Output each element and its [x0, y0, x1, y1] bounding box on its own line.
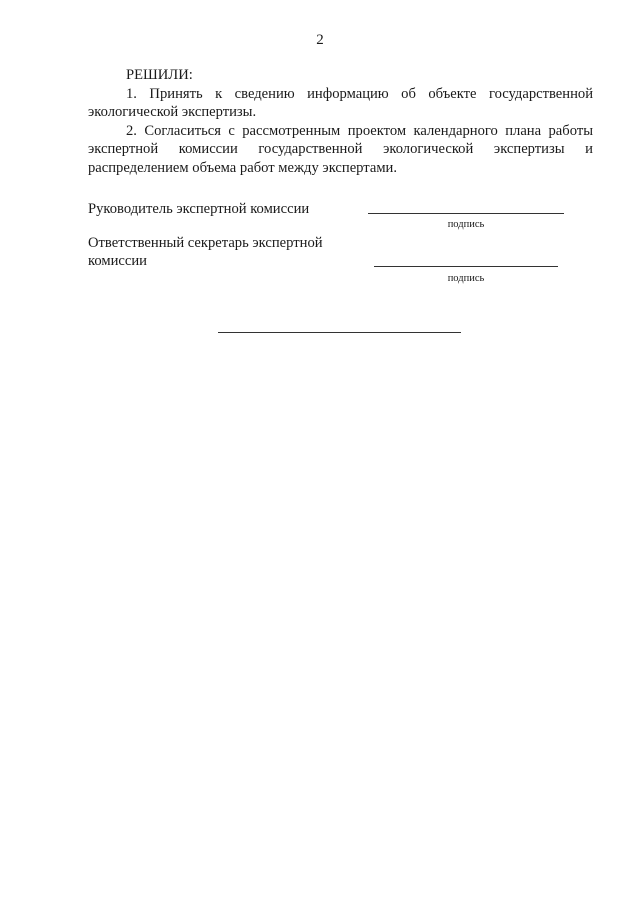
signature-line-head — [368, 213, 564, 214]
closing-separator-line — [218, 332, 461, 333]
decision-item-1: 1. Принять к сведению информацию об объекте государственной экологической экспертизы. — [88, 85, 593, 120]
page-number: 2 — [316, 32, 324, 48]
signature-caption-secretary: подпись — [447, 273, 485, 284]
signature-line-secretary — [374, 266, 558, 267]
signature-caption-head: подпись — [447, 219, 485, 230]
signature-role-secretary-line1: Ответственный секретарь экспертной — [88, 235, 323, 251]
decision-heading: РЕШИЛИ: — [126, 67, 193, 83]
signature-role-secretary-line2: комиссии — [88, 253, 147, 269]
decision-section — [88, 66, 593, 177]
decision-item-2: 2. Согласиться с рассмотренным проектом календарного плана работы экспертной комиссии государственной экологической экспертизы и распределением объема работ между экспертами. — [88, 122, 593, 176]
signature-role-head: Руководитель экспертной комиссии — [88, 201, 310, 217]
